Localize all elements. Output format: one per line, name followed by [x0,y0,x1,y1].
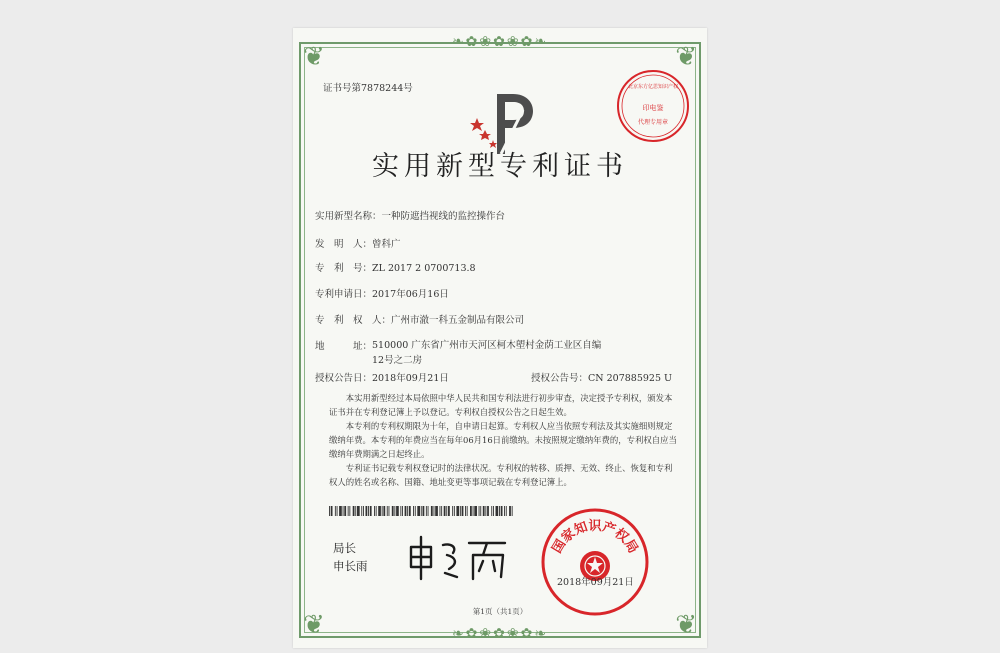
field-patentee [315,312,524,326]
certificate-title: 实用新型专利证书 [372,151,628,182]
svg-text:代理专用章: 代理专用章 [637,119,669,126]
field-utility-model-name [315,208,505,222]
director-name: 申长雨 [333,559,368,573]
bottom-garland-ornament: ❧✿❀✿❀✿❧ [451,626,549,642]
agency-seal-stamp [615,68,691,144]
corner-ornament-icon: ❦ [303,610,325,640]
field-inventor [315,236,401,250]
certificate-body [329,391,679,489]
field-value: 一种防遮挡视线的监控操作台 [381,211,506,222]
field-value: 曾科广 [372,239,401,250]
corner-ornament-icon: ❦ [303,42,325,72]
svg-text:印电鉴: 印电鉴 [642,104,664,112]
body-paragraph: 本实用新型经过本局依照中华人民共和国专利法进行初步审查，决定授予专利权，颁发本证书并在专利登记簿上予以登记。专利权自授权公告之日起生效。 [329,393,673,417]
svg-text:北京东方亿思知识产权: 北京东方亿思知识产权 [627,84,679,90]
field-value: 广州市澈一科五金制品有限公司 [391,315,525,326]
field-label: 专利申请日： [315,289,373,300]
field-label: 实用新型名称： [315,211,382,222]
field-label: 发 明 人： [315,239,373,250]
field-value: 2017年06月16日 [372,289,449,300]
field-label: 地 址： [315,341,373,352]
field-address [315,338,612,368]
top-garland-ornament: ❧✿❀✿❀✿❧ [451,34,549,50]
body-paragraph: 专利证书记载专利权登记时的法律状况。专利权的转移、质押、无效、终止、恢复和专利权人的姓名或名称、国籍、地址变更等事项记载在专利登记簿上。 [329,463,673,487]
page-footer: 第1页（共1页） [472,607,528,616]
seal-date: 2018年09月21日 [557,577,634,588]
field-grant-date [315,370,449,384]
certificate-number: 证书号第7878244号 [323,83,413,94]
field-patent-number [315,260,476,274]
field-value: CN 207885925 U [588,373,673,384]
svg-text:国家知识产权局: 国家知识产权局 [549,519,641,557]
field-grant-number [531,370,672,384]
state-ip-office-seal [539,506,651,618]
field-value: 510000 广东省广州市天河区柯木塱村金荫工业区自编12号之二房 [372,340,602,366]
corner-ornament-icon: ❦ [675,42,697,72]
director-signature [403,533,513,583]
field-label: 专 利 号： [315,263,373,274]
corner-ornament-icon: ❦ [675,610,697,640]
field-application-date [315,286,449,300]
field-value: ZL 2017 2 0700713.8 [372,263,476,274]
certificate-page [293,28,707,648]
barcode [329,506,514,516]
field-label: 专 利 权 人： [315,315,392,326]
field-label: 授权公告号： [531,373,589,384]
director-title: 局长 [333,541,356,555]
field-value: 2018年09月21日 [372,373,449,384]
field-label: 授权公告日： [315,373,373,384]
body-paragraph: 本专利的专利权期限为十年，自申请日起算。专利权人应当依照专利法及其实施细则规定缴纳年费。本专利的年费应当在每年06月16日前缴纳。未按照规定缴纳年费的，专利权自应当缴纳年费期满之日起终止。 [329,421,677,459]
